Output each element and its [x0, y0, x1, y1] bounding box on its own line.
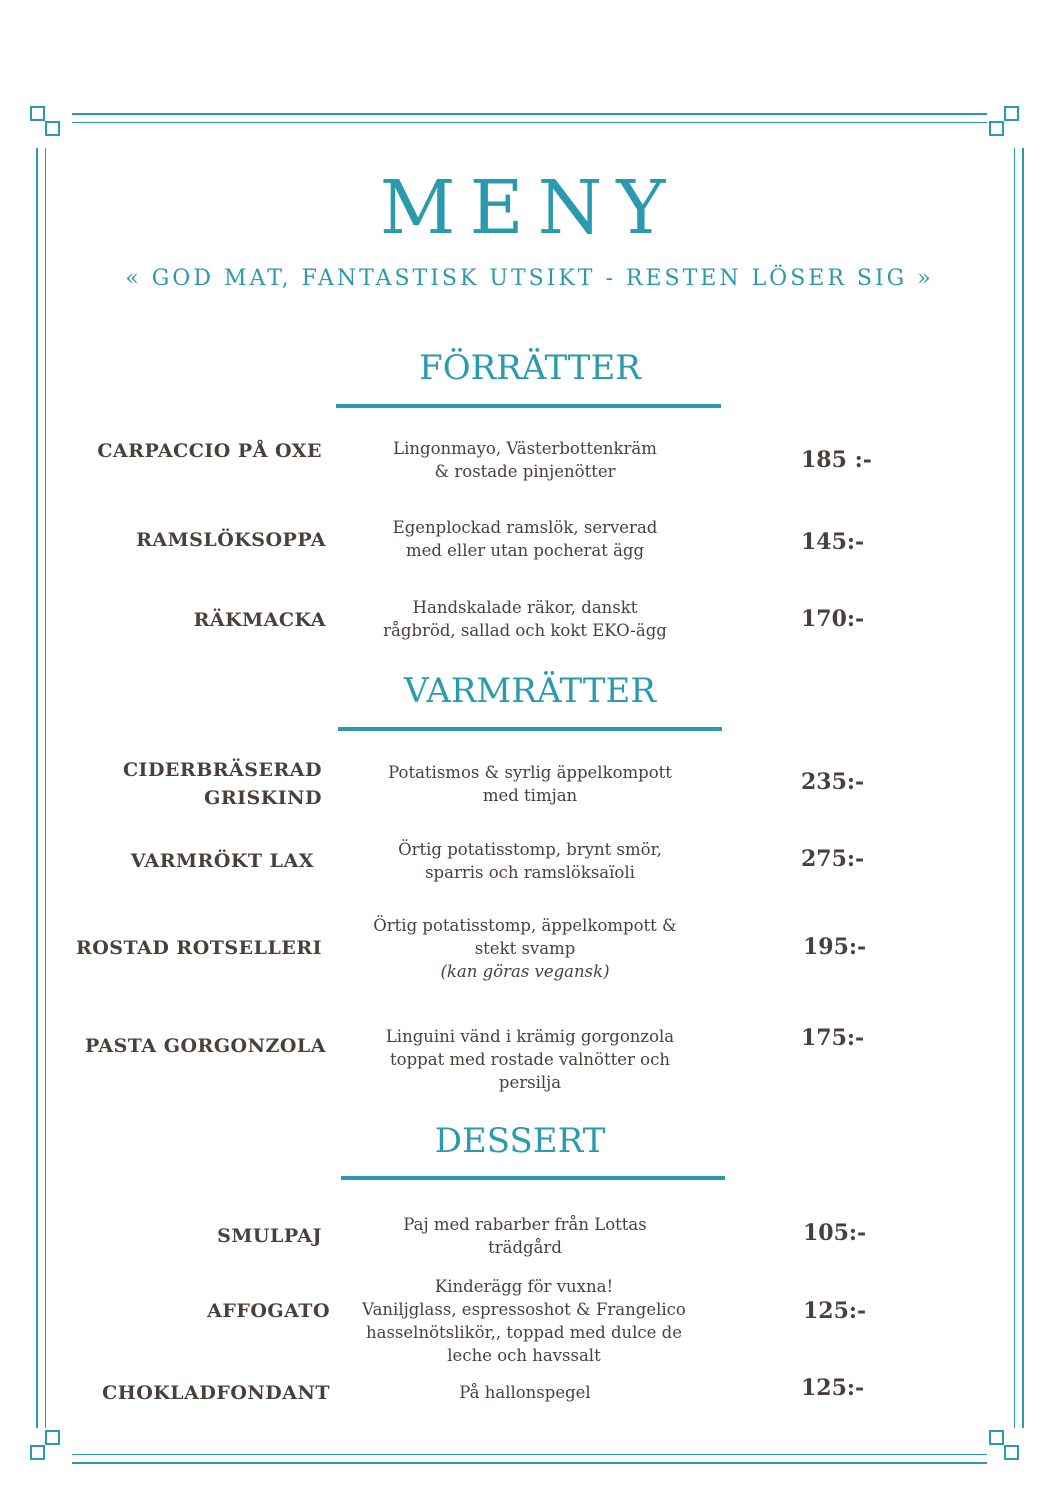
menu-item-description: På hallonspegel — [459, 1383, 591, 1402]
menu-item-price: 275:- — [801, 846, 865, 872]
section-heading-varmratter: VARMRÄTTER — [404, 671, 656, 711]
menu-item-price: 195:- — [803, 934, 867, 960]
menu-item-price: 170:- — [801, 606, 865, 632]
menu-item-name: ROSTAD ROTSELLERI — [75, 937, 322, 959]
corner-ornament-bottom-left — [28, 1428, 72, 1472]
corner-ornament-top-right — [987, 104, 1031, 148]
menu-item-price: 145:- — [801, 529, 865, 555]
section-divider — [336, 404, 721, 408]
menu-item-price: 185 :- — [801, 447, 872, 473]
menu-item-description — [345, 914, 705, 983]
menu-item-description: Kinderägg för vuxna! Vaniljglass, espressoshot & Frangelico hasselnötslikör,, toppad med dulce de leche och havssalt — [362, 1277, 686, 1365]
menu-tagline: « GOD MAT, FANTASTISK UTSIKT - RESTEN LÖSER SIG » — [125, 266, 934, 291]
corner-ornament-bottom-right — [987, 1428, 1031, 1472]
menu-item-name: CARPACCIO PÅ OXE — [97, 440, 322, 462]
menu-item-price: 125:- — [801, 1375, 865, 1401]
menu-item-name: PASTA GORGONZOLA — [84, 1035, 326, 1057]
section-divider — [338, 727, 722, 731]
menu-item-description: Linguini vänd i krämig gorgonzola toppat med rostade valnötter och persilja — [385, 1027, 675, 1092]
menu-title: MENY — [379, 165, 680, 251]
menu-item-description-text: Örtig potatisstomp, äppelkompott & stekt svamp — [373, 916, 677, 958]
menu-item-description: Potatismos & syrlig äppelkompott med timjan — [388, 763, 672, 805]
menu-item-description: Handskalade räkor, danskt rågbröd, sallad och kokt EKO-ägg — [383, 598, 667, 640]
menu-item-price: 235:- — [801, 769, 865, 795]
menu-item-price: 105:- — [803, 1220, 867, 1246]
menu-item-name: CIDERBRÄSERAD GRISKIND — [122, 759, 322, 809]
section-divider — [341, 1176, 725, 1180]
menu-item-price: 125:- — [803, 1298, 867, 1324]
menu-item-description: Lingonmayo, Västerbottenkräm & rostade pinjenötter — [393, 439, 657, 481]
menu-item-name: RAMSLÖKSOPPA — [136, 529, 326, 551]
menu-item-name: RÄKMACKA — [193, 609, 326, 631]
menu-item-name: AFFOGATO — [207, 1300, 330, 1322]
corner-ornament-top-left — [28, 104, 72, 148]
menu-item-name: SMULPAJ — [217, 1225, 322, 1247]
section-heading-forratter: FÖRRÄTTER — [419, 348, 641, 388]
menu-item-name: CHOKLADFONDANT — [102, 1382, 330, 1404]
menu-item-name: VARMRÖKT LAX — [130, 850, 314, 872]
menu-item-description: Egenplockad ramslök, serverad med eller utan pocherat ägg — [392, 518, 658, 560]
section-heading-dessert: DESSERT — [434, 1121, 606, 1161]
menu-item-description: Paj med rabarber från Lottas trädgård — [403, 1215, 647, 1257]
menu-item-note: (kan göras vegansk) — [440, 962, 610, 981]
menu-item-price: 175:- — [801, 1025, 865, 1051]
menu-item-description: Örtig potatisstomp, brynt smör, sparris och ramslöksaïoli — [398, 840, 662, 882]
